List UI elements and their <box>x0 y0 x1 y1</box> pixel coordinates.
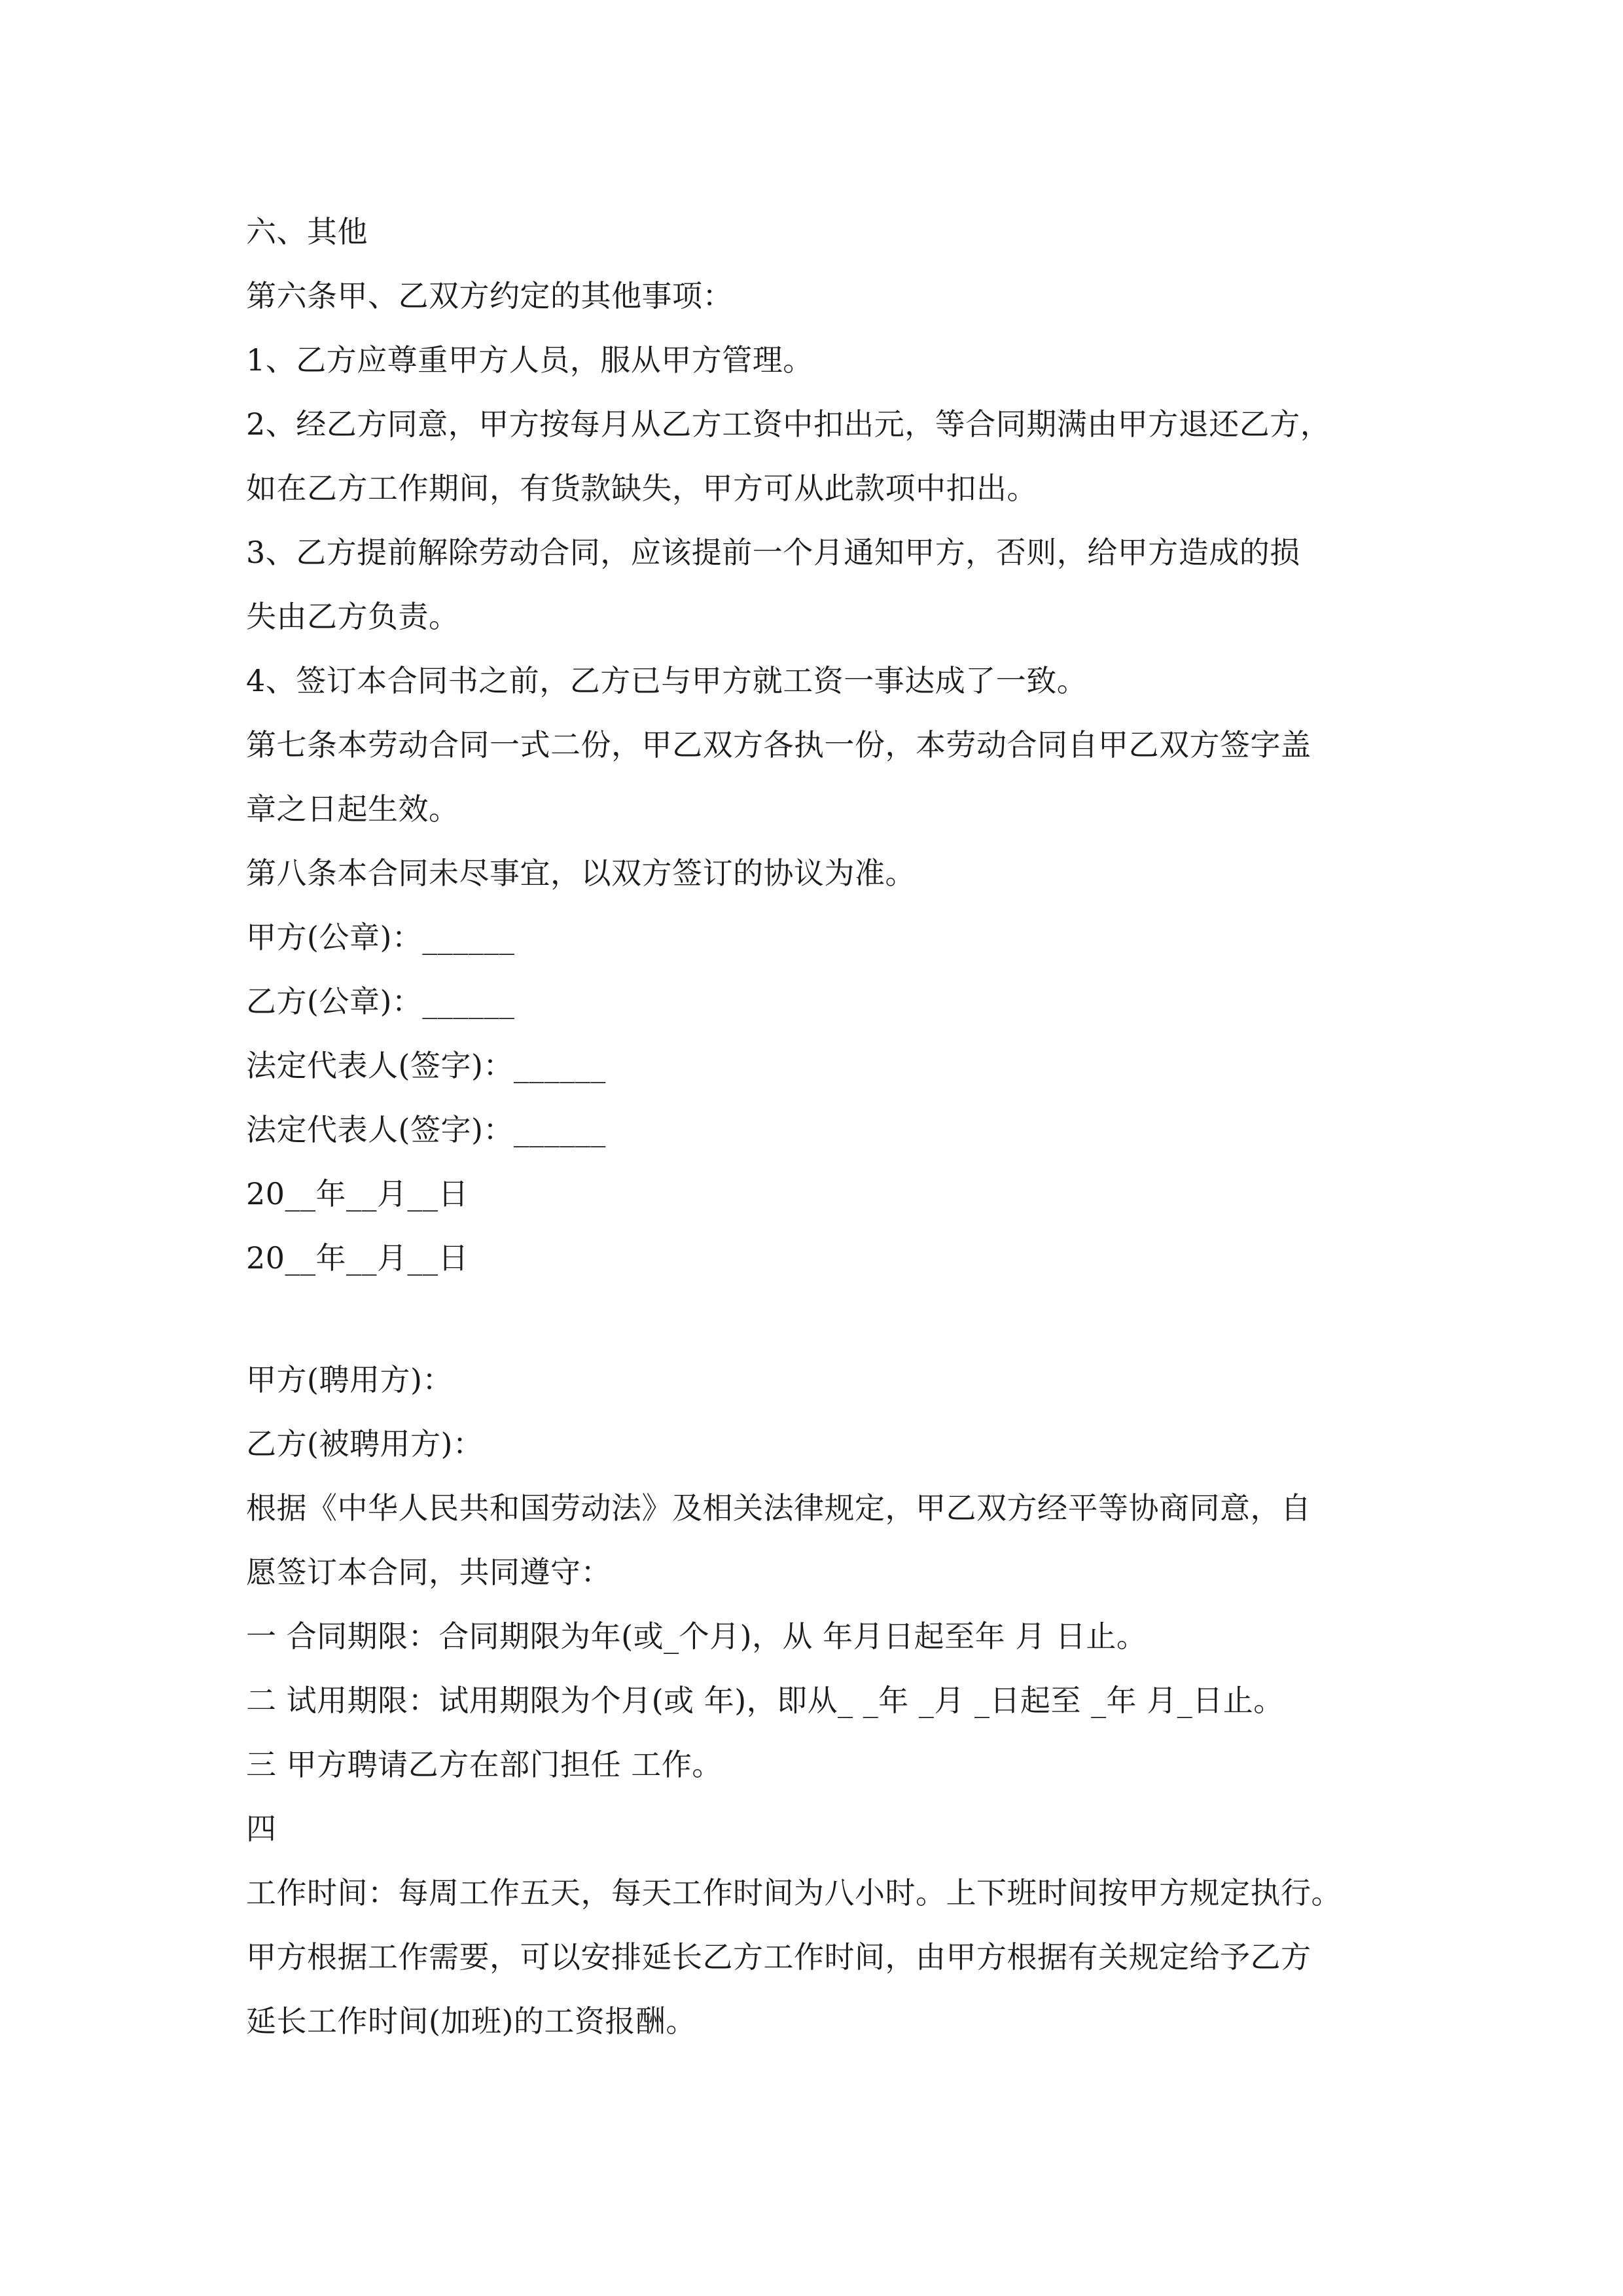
clause-title: 第八条本合同未尽事宜，以双方签订的协议为准。 <box>246 855 916 891</box>
section-heading: 六、其他 <box>246 214 368 249</box>
date-line: 20__年__月__日 <box>246 1176 469 1211</box>
party-a-line: 甲方(聘用方)： <box>246 1362 453 1397</box>
signature-line-party-b: 乙方(公章)：______ <box>246 984 515 1019</box>
working-hours-clause: 工作时间：每周工作五天，每天工作时间为八小时。上下班时间按甲方规定执行。 <box>246 1875 1342 1910</box>
section-gap <box>246 1290 1385 1348</box>
clause-item-continued: 如在乙方工作期间，有货款缺失，甲方可从此款项中扣出。 <box>246 471 1037 506</box>
signature-line-party-a: 甲方(公章)：______ <box>246 920 515 955</box>
clause-item: 3、乙方提前解除劳动合同，应该提前一个月通知甲方，否则，给甲方造成的损 <box>246 535 1300 570</box>
clause-item: 4、签订本合同书之前，乙方已与甲方就工资一事达成了一致。 <box>246 663 1088 698</box>
term-clause: 一 合同期限：合同期限为年(或_个月)，从 年月日起至年 月 日止。 <box>246 1619 1147 1654</box>
clause-title: 第六条甲、乙双方约定的其他事项： <box>246 278 733 314</box>
preamble: 根据《中华人民共和国劳动法》及相关法律规定，甲乙双方经平等协商同意，自 <box>246 1490 1311 1526</box>
clause-title: 第七条本劳动合同一式二份，甲乙双方各执一份，本劳动合同自甲乙双方签字盖 <box>246 727 1311 762</box>
document-body <box>246 200 1385 2053</box>
preamble-continued: 愿签订本合同，共同遵守： <box>246 1554 611 1590</box>
working-hours-clause-continued: 延长工作时间(加班)的工资报酬。 <box>246 2003 696 2039</box>
clause-item: 1、乙方应尊重甲方人员，服从甲方管理。 <box>246 342 813 378</box>
signature-line-representative: 法定代表人(签字)：______ <box>246 1048 606 1083</box>
position-clause: 三 甲方聘请乙方在部门担任 工作。 <box>246 1747 722 1782</box>
clause-item-continued: 章之日起生效。 <box>246 791 459 827</box>
clause-item-continued: 失由乙方负责。 <box>246 599 459 634</box>
signature-line-representative: 法定代表人(签字)：______ <box>246 1112 606 1147</box>
working-hours-clause-continued: 甲方根据工作需要，可以安排延长乙方工作时间，由甲方根据有关规定给予乙方 <box>246 1939 1311 1975</box>
clause-item: 2、经乙方同意，甲方按每月从乙方工资中扣出元，等合同期满由甲方退还乙方， <box>246 406 1331 442</box>
party-b-line: 乙方(被聘用方)： <box>246 1426 484 1462</box>
clause-number: 四 <box>246 1811 277 1846</box>
date-line: 20__年__月__日 <box>246 1240 469 1276</box>
probation-clause: 二 试用期限：试用期限为个月(或 年)，即从_ _年 _月 _日起至 _年 月_日止。 <box>246 1683 1284 1718</box>
